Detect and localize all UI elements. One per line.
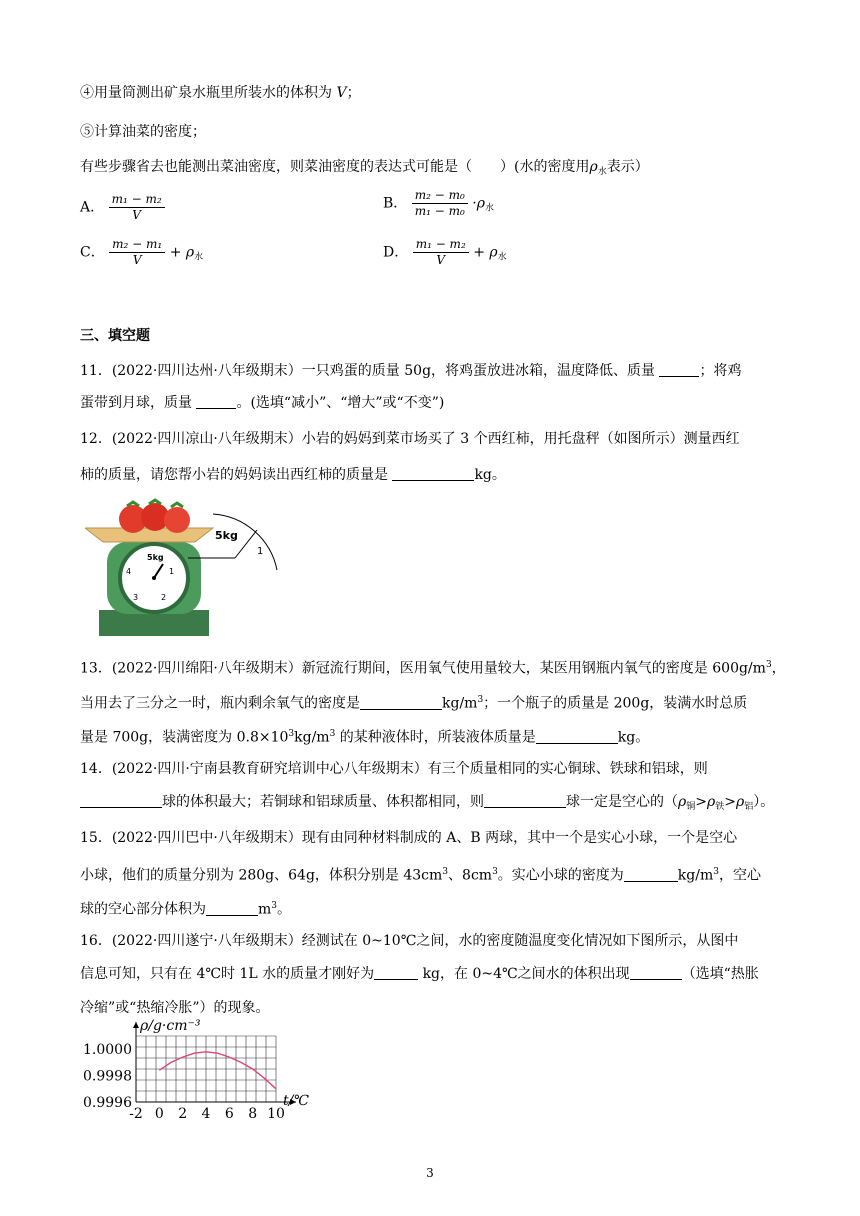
q15-line-2: 小球，他们的质量分别为 280g、64g，体积分别是 $43cm^3$、$8cm^3$。实心小球的密度为 $kg/m^3$，空心	[80, 867, 761, 884]
y-axis-label: ρ/g·cm⁻³	[140, 1018, 201, 1034]
option-c: C． $\frac{\text{m₂ − m₁}}{V}$ + $\rho_水$	[80, 237, 204, 267]
option-d: D． $\frac{\text{m₁ − m₂}}{V}$ + $\rho_水$	[383, 237, 507, 267]
section-heading: 三、填空题	[80, 328, 150, 344]
chart-ticks	[83, 1042, 285, 1122]
option-a-fraction: $\frac{\text{m₁ − m₂}}{V}$	[109, 192, 165, 223]
q11-line-1: 11．(2022·四川达州·八年级期末）一只鸡蛋的质量 50g，将鸡蛋放进冰箱，温度降低、质量 ；将鸡	[80, 363, 742, 379]
y-tick-label: 1.0000	[83, 1042, 132, 1059]
q16-line-2: 信息可知，只有在 4℃时 1L 水的质量才刚好为 kg，在 0~4℃之间水的体积出现 （选填“热胀	[80, 966, 759, 982]
page-number: 3	[426, 1166, 434, 1180]
answer-blank[interactable]	[630, 965, 682, 980]
answer-blank[interactable]	[360, 695, 442, 710]
q14-line-2: 球的体积最大；若铜球和铝球质量、体积都相同，则 球一定是空心的$(\rho_铜>\rho_铁>\rho_铝)$。	[80, 792, 774, 817]
q13-line-1: 13．(2022·四川绵阳·八年级期末）新冠流行期间，医用氧气使用量较大，某医用钢瓶内氧气的密度是 $600g/m^3$，	[80, 660, 786, 677]
q14-line-1: 14．(2022·四川·宁南县教育研究培训中心八年级期末）有三个质量相同的实心铜球、铁球和铝球，则	[80, 761, 708, 777]
x-tick-label: 2	[178, 1106, 188, 1122]
dial-mark-3: 3	[133, 593, 139, 602]
option-d-fraction: $\frac{\text{m₁ − m₂}}{V}$	[413, 237, 469, 268]
scale-pan	[85, 528, 213, 542]
q13-line-2: 当用去了三分之一时，瓶内剩余氧气的密度是 $kg/m^3$；一个瓶子的质量是 200g，装满水时总质	[80, 695, 748, 712]
dial-mark-1: 1	[169, 567, 175, 576]
question-stem: 有些步骤省去也能测出菜油密度，则菜油密度的表达式可能是（ ）(水的密度用$\rho_水$表示）	[80, 159, 649, 177]
answer-blank[interactable]	[392, 466, 474, 481]
x-tick-label: 10	[267, 1106, 285, 1122]
density-chart	[80, 1018, 320, 1130]
x-tick-label: 6	[224, 1106, 234, 1122]
q15-line-3: 球的空心部分体积为 $m^3$。	[80, 901, 292, 918]
y-axis-arrow	[133, 1022, 139, 1028]
x-tick-label: -2	[129, 1106, 143, 1122]
dial-mark-2: 2	[161, 593, 167, 602]
answer-blank[interactable]	[196, 394, 236, 409]
option-b-fraction: $\frac{\text{m₂ − m₀}}{\text{m₁ − m₀}}$	[412, 188, 468, 219]
option-b: B． $\frac{\text{m₂ − m₀}}{\text{m₁ − m₀}}$ $\cdot\rho_水$	[383, 188, 494, 218]
option-a: A． $\frac{\text{m₁ − m₂}}{V}$	[80, 192, 165, 223]
q11-line-2: 蛋带到月球，质量 。(选填“减小”、“增大”或“不变”)	[80, 395, 445, 411]
chart-grid	[136, 1036, 276, 1102]
dial-label: 5kg	[147, 553, 164, 562]
q16-line-3: 冷缩”或“热缩冷胀”）的现象。	[80, 1000, 270, 1016]
option-c-fraction: $\frac{\text{m₂ − m₁}}{V}$	[109, 237, 165, 268]
arc-mark-1: 1	[257, 546, 264, 557]
answer-blank[interactable]	[659, 362, 699, 377]
x-tick-label: 8	[248, 1106, 258, 1122]
q12-line-2: 柿的质量，请您帮小岩的妈妈读出西红柿的质量是 kg。	[80, 467, 506, 483]
x-tick-label: 0	[154, 1106, 164, 1122]
answer-blank[interactable]	[80, 793, 162, 808]
y-tick-label: 0.9996	[83, 1095, 132, 1111]
answer-blank[interactable]	[206, 901, 258, 916]
max-label: 5kg	[215, 529, 238, 542]
answer-blank[interactable]	[374, 965, 418, 980]
answer-blank[interactable]	[624, 867, 678, 882]
tomato-icon	[164, 507, 190, 533]
density-curve	[159, 1052, 276, 1089]
step-5: ⑤计算油菜的密度；	[80, 124, 206, 140]
chart-series	[159, 1052, 276, 1089]
magnified-dial-arc	[213, 514, 277, 570]
answer-blank[interactable]	[536, 729, 618, 744]
q16-line-1: 16．(2022·四川遂宁·八年级期末）经测试在 0~10℃之间，水的密度随温度变化情况如下图所示，从图中	[80, 933, 739, 949]
x-tick-label: 4	[201, 1106, 211, 1122]
q15-line-1: 15．(2022·四川巴中·八年级期末）现有由同种材料制成的 A、B 两球，其中一个是实心小球，一个是空心	[80, 830, 738, 846]
y-tick-label: 0.9998	[83, 1068, 132, 1085]
q12-line-1: 12．(2022·四川凉山·八年级期末）小岩的妈妈到菜市场买了 3 个西红柿，用托盘秤（如图所示）测量西红	[80, 431, 740, 447]
q13-line-3: 量是 700g，装满密度为 $0.8\times 10^3kg/m^3$ 的某种液体时，所装液体质量是 kg。	[80, 729, 650, 746]
dial-mark-4: 4	[126, 567, 132, 576]
x-axis-label: t/℃	[283, 1093, 310, 1109]
answer-blank[interactable]	[484, 793, 566, 808]
step-4: ④用量筒测出矿泉水瓶里所装水的体积为 V；	[80, 85, 361, 101]
chart-axes	[133, 1022, 296, 1105]
scale-illustration	[85, 492, 285, 637]
